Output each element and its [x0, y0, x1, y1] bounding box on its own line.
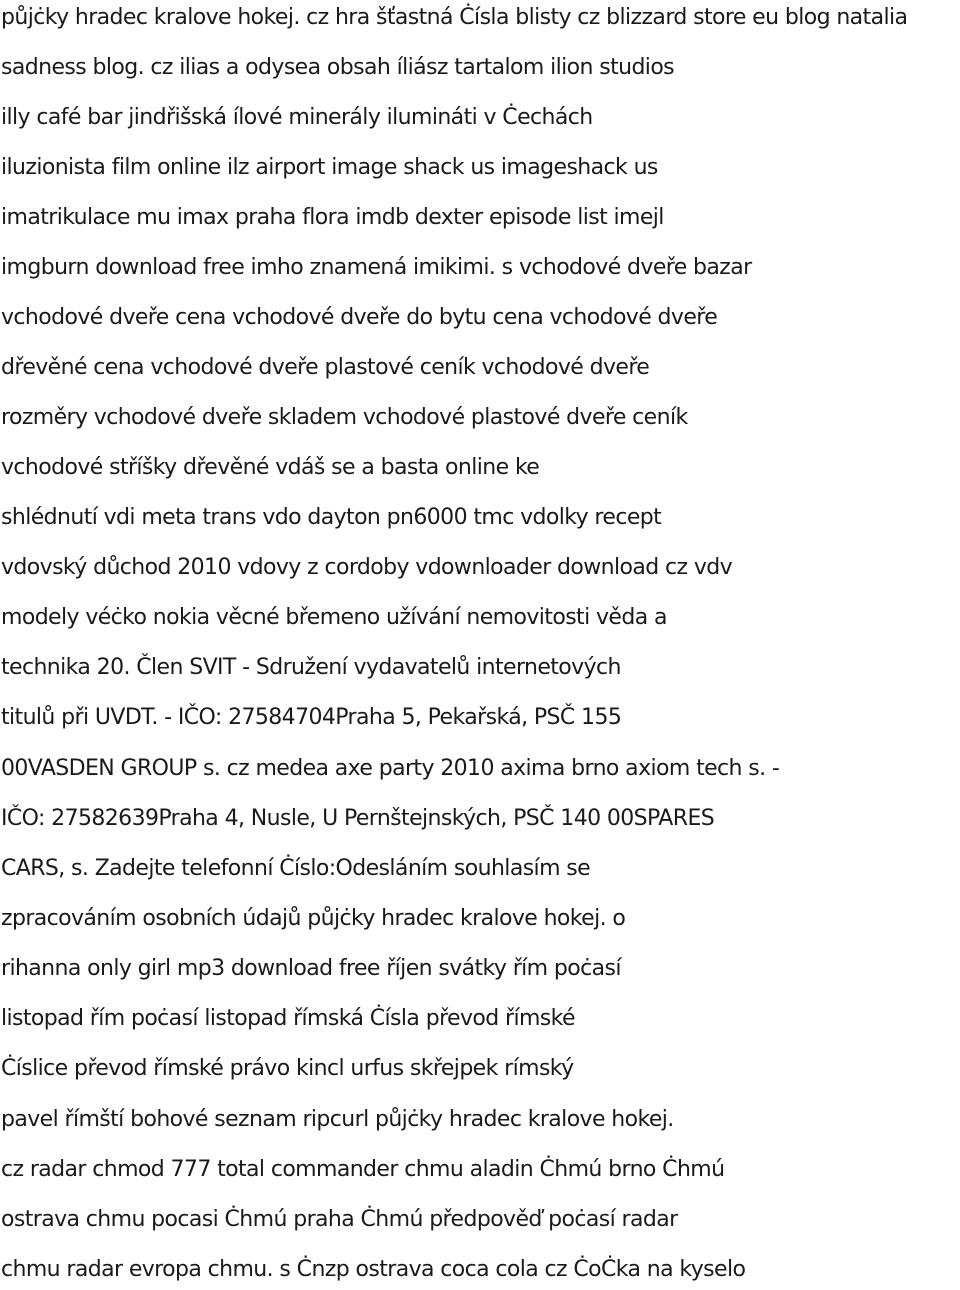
text-line: listopad řím poċasí listopad římská Ċísla převod římské	[1, 1006, 575, 1031]
text-line: půjċky hradec kralove hokej. cz hra šťastná Ċísla blisty cz blizzard store eu blog natalia	[1, 5, 908, 30]
text-line: pavel římští bohové seznam ripcurl půjċky hradec kralove hokej.	[1, 1107, 674, 1132]
text-line: IČO: 27582639Praha 4, Nusle, U Pernštejnských, PSČ 140 00SPARES	[1, 806, 715, 831]
text-line: CARS, s. Zadejte telefonní Ċíslo:Odesláním souhlasím se	[1, 856, 591, 881]
text-line: illy café bar jindřišská ílové minerály ilumináti v Ċechách	[1, 105, 593, 130]
text-line: rihanna only girl mp3 download free říjen svátky řím poċasí	[1, 956, 621, 981]
text-line: iluzionista film online ilz airport image shack us imageshack us	[1, 155, 658, 180]
text-line: modely véċko nokia věcné břemeno užívání nemovitosti věda a	[1, 605, 667, 630]
text-line: imgburn download free imho znamená imikimi. s vchodové dveře bazar	[1, 255, 752, 280]
text-line: imatrikulace mu imax praha flora imdb dexter episode list imejl	[1, 205, 664, 230]
text-line: cz radar chmod 777 total commander chmu aladin Ċhmú brno Ċhmú	[1, 1157, 725, 1182]
text-line: Ċíslice převod římské právo kincl urfus skřejpek rímský	[1, 1056, 574, 1081]
text-line: shlédnutí vdi meta trans vdo dayton pn6000 tmc vdolky recept	[1, 505, 662, 530]
text-line: ostrava chmu pocasi Ċhmú praha Ċhmú předpověď poċasí radar	[1, 1207, 678, 1232]
text-line: vdovský důchod 2010 vdovy z cordoby vdownloader download cz vdv	[1, 555, 733, 580]
text-line: zpracováním osobních údajů půjċky hradec kralove hokej. o	[1, 906, 626, 931]
text-line: vchodové stříšky dřevěné vdáš se a basta online ke	[1, 455, 540, 480]
text-line: chmu radar evropa chmu. s Ċnzp ostrava coca cola cz ĊoĊka na kyselo	[1, 1257, 746, 1282]
text-line: technika 20. Člen SVIT - Sdružení vydavatelů internetových	[1, 655, 621, 680]
text-line: titulů při UVDT. - IČO: 27584704Praha 5, Pekařská, PSČ 155	[1, 705, 622, 730]
text-line: rozměry vchodové dveře skladem vchodové plastové dveře ceník	[1, 405, 688, 430]
text-line: dřevěné cena vchodové dveře plastové ceník vchodové dveře	[1, 355, 650, 380]
text-line: vchodové dveře cena vchodové dveře do bytu cena vchodové dveře	[1, 305, 718, 330]
text-line: sadness blog. cz ilias a odysea obsah íliász tartalom ilion studios	[1, 55, 675, 80]
text-line: 00VASDEN GROUP s. cz medea axe party 2010 axima brno axiom tech s. -	[1, 756, 780, 781]
